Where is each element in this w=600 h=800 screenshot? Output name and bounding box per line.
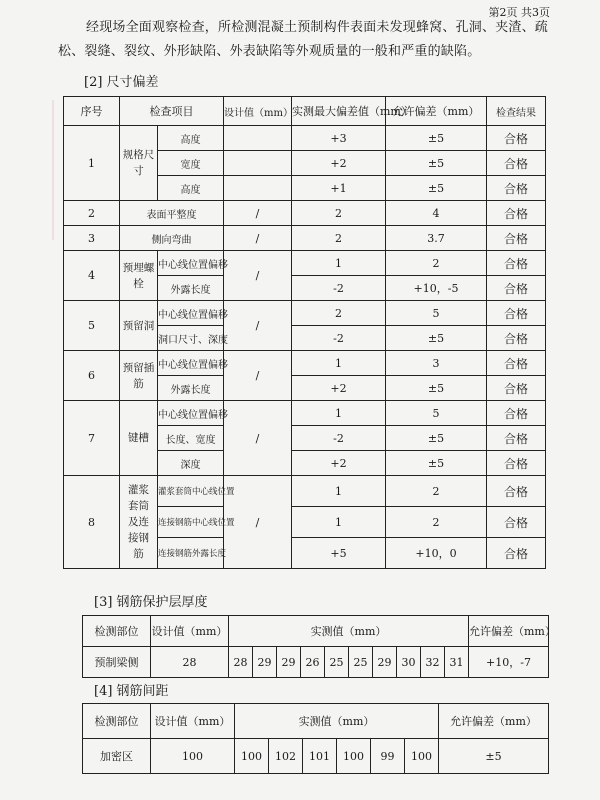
row-no: 4: [64, 251, 120, 301]
header-design: 设计值（mm）: [151, 616, 229, 647]
row-item: 外露长度: [158, 276, 224, 301]
row-measured: 1: [292, 251, 386, 276]
row-item: 高度: [158, 126, 224, 151]
measured-value: 101: [303, 739, 337, 774]
row-item: 中心线位置偏移: [158, 251, 224, 276]
row-measured: +2: [292, 376, 386, 401]
row-item: 深度: [158, 451, 224, 476]
row-no: 1: [64, 126, 120, 201]
row-result: 合格: [487, 301, 546, 326]
row-measured: +2: [292, 451, 386, 476]
row-allowed: ±5: [386, 326, 487, 351]
row-allowed: 2: [386, 476, 487, 507]
header-design: 设计值（mm）: [151, 704, 235, 739]
row-result: 合格: [487, 451, 546, 476]
header-allowed: 允许偏差（mm）: [439, 704, 549, 739]
row-allowed: 3.7: [386, 226, 487, 251]
rebar-spacing-table: [82, 703, 549, 774]
row-design: /: [224, 401, 292, 476]
header-result: 检查结果: [487, 97, 546, 126]
row-category: 规格尺寸: [120, 126, 158, 201]
section-3-title: [3] 钢筋保护层厚度: [94, 595, 208, 610]
row-measured: +1: [292, 176, 386, 201]
row-no: 8: [64, 476, 120, 569]
row-result: 合格: [487, 426, 546, 451]
table-row: [64, 201, 546, 226]
row-item: 高度: [158, 176, 224, 201]
row-item: 宽度: [158, 151, 224, 176]
header-measured: 实测最大偏差值（mm）: [292, 97, 386, 126]
row-location: 预制梁侧: [83, 647, 151, 678]
row-allowed: ±5: [439, 739, 549, 774]
row-allowed: 4: [386, 201, 487, 226]
header-item: 检查项目: [120, 97, 224, 126]
row-measured: 2: [292, 201, 386, 226]
table-header-row: [83, 616, 549, 647]
row-result: 合格: [487, 476, 546, 507]
row-design: [224, 126, 292, 151]
row-result: 合格: [487, 276, 546, 301]
table-row: [64, 401, 546, 426]
row-no: 6: [64, 351, 120, 401]
dimension-deviation-table: [63, 96, 546, 569]
row-measured: -2: [292, 426, 386, 451]
row-result: 合格: [487, 507, 546, 538]
row-allowed: 3: [386, 351, 487, 376]
row-category: 预埋螺栓: [120, 251, 158, 301]
row-result: 合格: [487, 251, 546, 276]
measured-value: 100: [235, 739, 269, 774]
row-item: 长度、宽度: [158, 426, 224, 451]
row-no: 2: [64, 201, 120, 226]
row-allowed: ±5: [386, 176, 487, 201]
table-row: [64, 126, 546, 151]
row-result: 合格: [487, 538, 546, 569]
table-row: [64, 226, 546, 251]
row-allowed: ±5: [386, 126, 487, 151]
row-measured: +5: [292, 538, 386, 569]
row-measured: +3: [292, 126, 386, 151]
header-design: 设计值（mm）: [224, 97, 292, 126]
row-result: 合格: [487, 201, 546, 226]
section-4-title: [4] 钢筋间距: [94, 684, 169, 699]
row-result: 合格: [487, 226, 546, 251]
table-row: [83, 739, 549, 774]
page-number: 第2页 共3页: [488, 6, 550, 19]
row-result: 合格: [487, 401, 546, 426]
row-design: 28: [151, 647, 229, 678]
row-item: 侧向弯曲: [120, 226, 224, 251]
table-row: [83, 647, 549, 678]
measured-value: 25: [349, 647, 373, 678]
row-design: [224, 176, 292, 201]
header-allowed: 允许偏差（mm）: [469, 616, 549, 647]
row-measured: 1: [292, 351, 386, 376]
row-measured: +2: [292, 151, 386, 176]
row-item: 灌浆套筒中心线位置: [158, 476, 224, 507]
section-2-title: [2] 尺寸偏差: [84, 75, 159, 90]
row-allowed: +10，-7: [469, 647, 549, 678]
header-no: 序号: [64, 97, 120, 126]
header-allowed: 允许偏差（mm）: [386, 97, 487, 126]
row-design: [224, 151, 292, 176]
row-measured: 1: [292, 476, 386, 507]
row-item: 中心线位置偏移: [158, 351, 224, 376]
row-design: /: [224, 226, 292, 251]
faded-stamp-mark: [0, 100, 54, 240]
row-result: 合格: [487, 326, 546, 351]
row-item: 中心线位置偏移: [158, 401, 224, 426]
row-result: 合格: [487, 126, 546, 151]
row-design: /: [224, 251, 292, 301]
measured-value: 100: [405, 739, 439, 774]
measured-value: 32: [421, 647, 445, 678]
row-result: 合格: [487, 151, 546, 176]
row-allowed: 5: [386, 301, 487, 326]
row-category: 预留洞: [120, 301, 158, 351]
row-location: 加密区: [83, 739, 151, 774]
header-location: 检测部位: [83, 616, 151, 647]
row-measured: 2: [292, 226, 386, 251]
row-allowed: ±5: [386, 376, 487, 401]
row-item: 中心线位置偏移: [158, 301, 224, 326]
row-measured: 1: [292, 507, 386, 538]
header-measured: 实测值（mm）: [229, 616, 469, 647]
table-header-row: [83, 704, 549, 739]
measured-value: 102: [269, 739, 303, 774]
measured-value: 25: [325, 647, 349, 678]
row-item: 洞口尺寸、深度: [158, 326, 224, 351]
row-measured: 2: [292, 301, 386, 326]
table-header-row: [64, 97, 546, 126]
table-row: [64, 251, 546, 276]
row-allowed: ±5: [386, 151, 487, 176]
row-measured: -2: [292, 276, 386, 301]
table-row: [64, 351, 546, 376]
row-design: /: [224, 301, 292, 351]
row-no: 3: [64, 226, 120, 251]
row-result: 合格: [487, 176, 546, 201]
row-allowed: 2: [386, 251, 487, 276]
rebar-cover-table: [82, 615, 556, 678]
measured-value: 29: [253, 647, 277, 678]
row-allowed: +10，0: [386, 538, 487, 569]
row-measured: -2: [292, 326, 386, 351]
measured-value: 26: [301, 647, 325, 678]
row-allowed: ±5: [386, 426, 487, 451]
row-allowed: 2: [386, 507, 487, 538]
row-measured: 1: [292, 401, 386, 426]
row-allowed: +10，-5: [386, 276, 487, 301]
row-design: 100: [151, 739, 235, 774]
row-result: 合格: [487, 351, 546, 376]
table-row: [64, 476, 546, 507]
row-item: 连接钢筋中心线位置: [158, 507, 224, 538]
header-location: 检测部位: [83, 704, 151, 739]
row-category: 预留插筋: [120, 351, 158, 401]
header-measured: 实测值（mm）: [235, 704, 439, 739]
row-item: 外露长度: [158, 376, 224, 401]
row-allowed: 5: [386, 401, 487, 426]
intro-paragraph: 经现场全面观察检查，所检测混凝土预制构件表面未发现蜂窝、孔洞、夹渣、疏松、裂缝、裂纹、外形缺陷、外表缺陷等外观质量的一般和严重的缺陷。: [58, 20, 549, 59]
measured-value: 29: [277, 647, 301, 678]
row-item: 表面平整度: [120, 201, 224, 226]
row-no: 7: [64, 401, 120, 476]
row-category: 灌浆套筒及连接钢筋: [120, 476, 158, 569]
row-item: 连接钢筋外露长度: [158, 538, 224, 569]
row-design: /: [224, 476, 292, 569]
measured-value: 30: [397, 647, 421, 678]
row-design: /: [224, 351, 292, 401]
measured-value: 100: [337, 739, 371, 774]
measured-value: 29: [373, 647, 397, 678]
measured-value: 31: [445, 647, 469, 678]
row-result: 合格: [487, 376, 546, 401]
measured-value: 99: [371, 739, 405, 774]
row-allowed: ±5: [386, 451, 487, 476]
measured-value: 28: [229, 647, 253, 678]
row-category: 键槽: [120, 401, 158, 476]
row-design: /: [224, 201, 292, 226]
table-row: [64, 301, 546, 326]
row-no: 5: [64, 301, 120, 351]
